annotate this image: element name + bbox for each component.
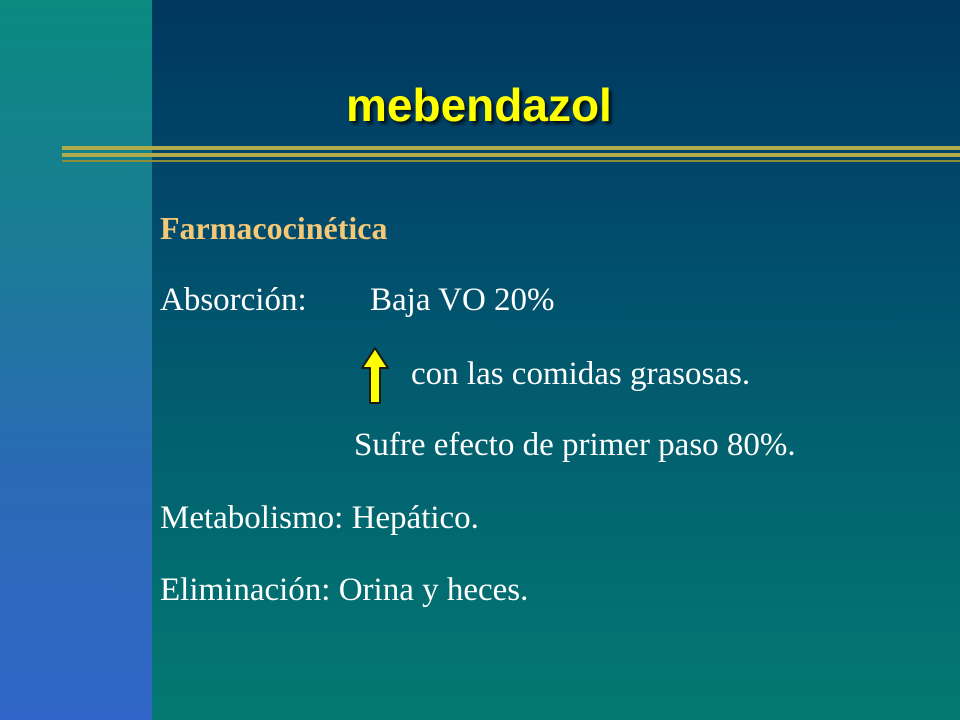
- elimination-line: Eliminación: Orina y heces.: [160, 572, 529, 608]
- fatty-meals-line: con las comidas grasosas.: [411, 356, 751, 392]
- absorption-value: Baja VO 20%: [370, 282, 555, 318]
- up-arrow-icon: [359, 346, 391, 406]
- first-pass-line: Sufre efecto de primer paso 80%.: [354, 427, 796, 463]
- title-underline-rule: [62, 153, 960, 157]
- metabolism-line: Metabolismo: Hepático.: [160, 500, 479, 536]
- section-heading: Farmacocinética: [160, 210, 388, 246]
- title-underline-rule: [62, 146, 960, 150]
- slide-title: mebendazol: [346, 79, 612, 131]
- title-underline-rule: [62, 160, 960, 162]
- left-accent-band: [0, 0, 152, 720]
- absorption-label: Absorción:: [160, 282, 307, 318]
